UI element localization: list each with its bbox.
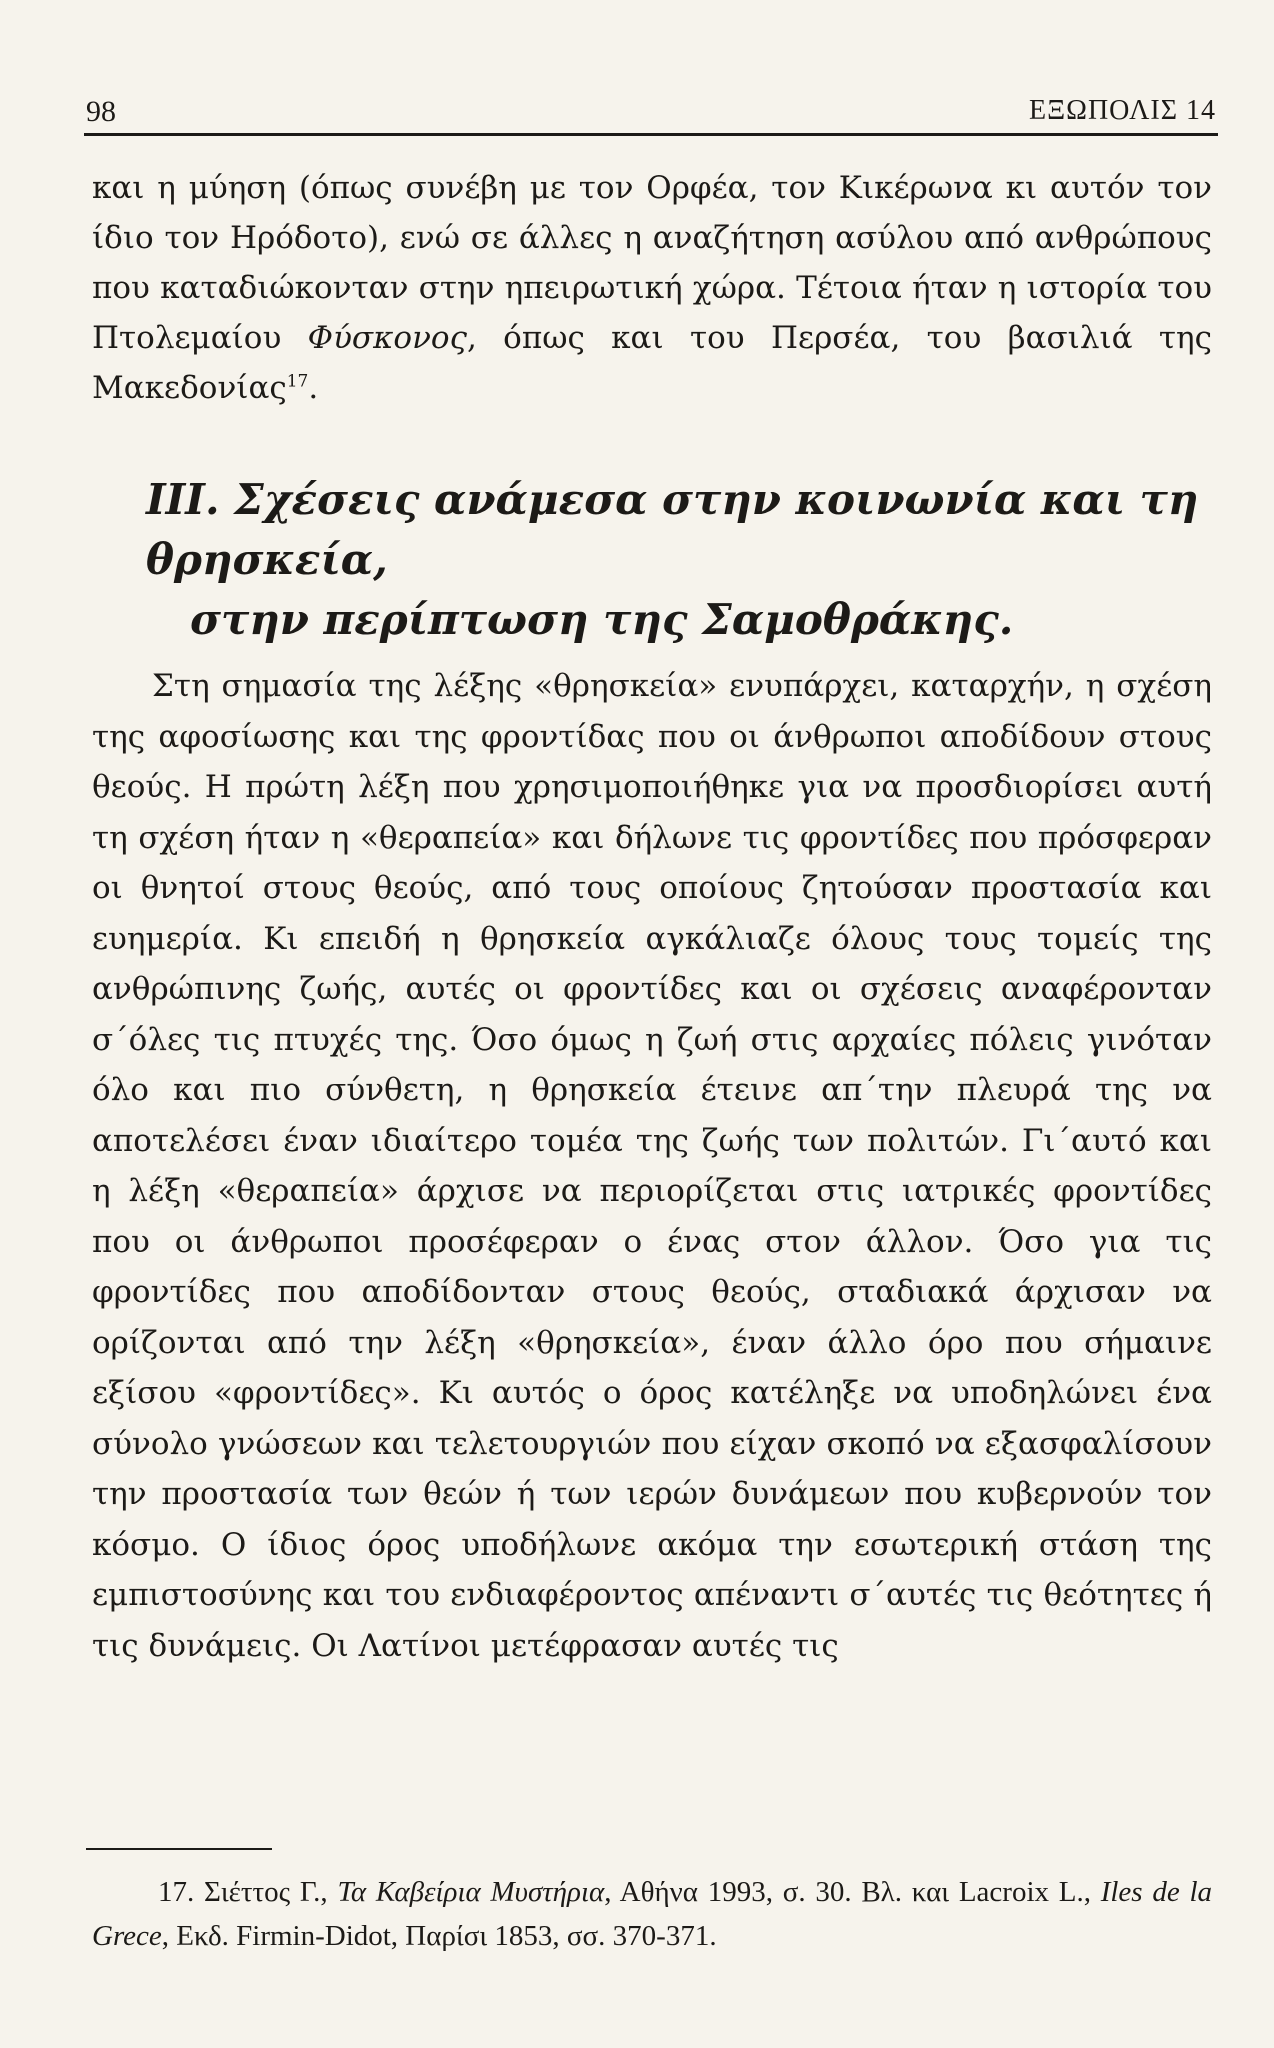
section-heading-line2: στην περίπτωση της Σαμοθράκης. xyxy=(190,595,1014,644)
page-number: 98 xyxy=(86,95,116,128)
footnote-rule xyxy=(86,1848,272,1850)
footnote-title: Τα Καβείρια Μυστήρια xyxy=(337,1876,605,1908)
footnote-rest2: , Εκδ. Firmin-Didot, Παρίσι 1853, σσ. 370-371. xyxy=(161,1920,717,1952)
footnote-reference[interactable]: 17 xyxy=(286,371,309,392)
footnote-number: 17. xyxy=(158,1876,195,1908)
paragraph-continuation xyxy=(92,163,1212,413)
section-heading xyxy=(146,470,1226,650)
section-heading-line1: III. Σχέσεις ανάμεσα στην κοινωνία και τη θρησκεία, xyxy=(146,475,1199,584)
paragraph1-name-italic: Φύσκονος xyxy=(307,320,467,356)
footnote-rest1: , Αθήνα 1993, σ. 30. Βλ. και Lacroix L., xyxy=(604,1876,1101,1908)
running-header xyxy=(86,95,1216,135)
journal-title: ΕΞΩΠΟΛΙΣ 14 xyxy=(1029,95,1216,126)
paragraph-main: Στη σημασία της λέξης «θρησκεία» ενυπάρχει, καταρχήν, η σχέση της αφοσίωσης και της φροντίδας που οι άνθρωποι αποδίδουν στους θεούς. Η πρώτη λέξη που χρησιμοποιήθηκε για να προσδιορίσει αυτή τη σχέση ήταν η «θεραπεία» και δήλωνε τις φροντίδες που πρόσφεραν οι θνητοί στους θεούς, από τους οποίους ζητούσαν προστασία και ευημερία. Κι επειδή η θρησκεία αγκάλιαζε όλους τους τομείς της ανθρώπινης ζωής, αυτές οι φροντίδες και οι σχέσεις αναφέρονταν σ΄όλες τις πτυχές της. Όσο όμως η ζωή στις αρχαίες πόλεις γινόταν όλο και πιο σύνθετη, η θρησκεία έτεινε απ΄την πλευρά της να αποτελέσει έναν ιδιαίτερο τομέα της ζωής των πολιτών. Γι΄αυτό και η λέξη «θεραπεία» άρχισε να περιορίζεται στις ιατρικές φροντίδες που οι άνθρωποι προσέφεραν ο ένας στον άλλον. Όσο για τις φροντίδες που αποδίδονταν στους θεούς, σταδιακά άρχισαν να ορίζονται από την λέξη «θρησκεία», έναν άλλο όρο που σήμαινε εξίσου «φροντίδες». Κι αυτός ο όρος κατέληξε να υποδηλώνει ένα σύνολο γνώσεων και τελετουργιών που είχαν σκοπό να εξασφαλίσουν την προστασία των θεών ή των ιερών δυνάμεων που κυβερνούν τον κόσμο. Ο ίδιος όρος υποδήλωνε ακόμα την εσωτερική στάση της εμπιστοσύνης και του ενδιαφέροντος απέναντι σ΄αυτές τις θεότητες ή τις δυνάμεις. Οι Λατίνοι μετέφρασαν αυτές τις xyxy=(92,668,1212,1664)
footnote-17 xyxy=(92,1870,1212,1958)
paragraph1-text-a: και η μύηση (όπως συνέβη με τον Ορφέα, τον Κικέρωνα κι αυτόν τον ίδιο τον Ηρόδοτο), ενώ σε άλλες η αναζήτηση ασύλου από ανθρώπους που καταδιώκονταν στην ηπειρωτική χώρα. Τέτοια ήταν η ιστορία του Πτολεμαίου xyxy=(92,170,1212,356)
paragraph1-text-b: , όπως και του Περσέα, του βασιλιά της Μακεδονίας xyxy=(92,320,1212,406)
footnote-author: Σιέττος Γ., xyxy=(204,1876,328,1908)
header-rule xyxy=(84,133,1218,136)
footnote-title2: Iles de la Grece xyxy=(92,1876,1213,1952)
paragraph1-text-c: . xyxy=(308,370,319,406)
